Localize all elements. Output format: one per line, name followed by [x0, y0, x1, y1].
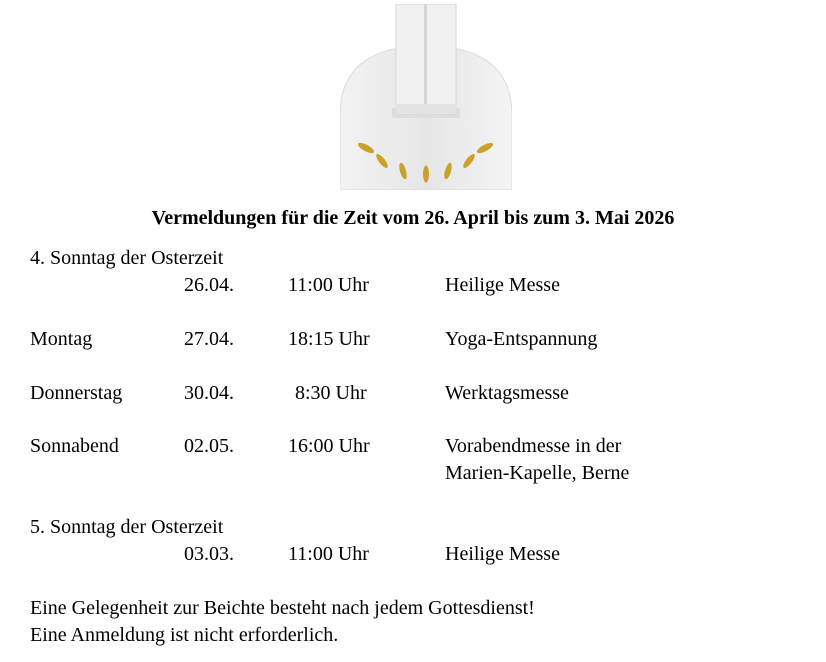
entry-date: 03.03. [184, 543, 234, 565]
entry-event: Yoga-Entspannung [445, 328, 598, 350]
entry-time: 16:00 Uhr [288, 435, 370, 457]
entry-event: Werktagsmesse [445, 382, 569, 404]
church-candle-logo [340, 4, 512, 190]
entry-time: 18:15 Uhr [288, 328, 370, 350]
entry-time: 11:00 Uhr [288, 543, 369, 565]
entry-date: 30.04. [184, 382, 234, 404]
entry-day: Donnerstag [30, 382, 123, 404]
entry-heading: 5. Sonntag der Osterzeit [30, 516, 224, 538]
entry-event: Heilige Messe [445, 543, 560, 565]
entry-day: Sonnabend [30, 435, 119, 457]
entry-event: Heilige Messe [445, 274, 560, 296]
entry-heading: 4. Sonntag der Osterzeit [30, 247, 224, 269]
entry-event-line2: Marien-Kapelle, Berne [445, 462, 630, 484]
entry-date: 26.04. [184, 274, 234, 296]
entry-date: 02.05. [184, 435, 234, 457]
page-title: Vermeldungen für die Zeit vom 26. April bis zum 3. Mai 2026 [151, 207, 675, 229]
entry-date: 27.04. [184, 328, 234, 350]
footer-note: Eine Anmeldung ist nicht erforderlich. [30, 624, 339, 646]
entry-day: Montag [30, 328, 93, 350]
entry-time: 8:30 Uhr [295, 382, 367, 404]
entry-time: 11:00 Uhr [288, 274, 369, 296]
entry-event: Vorabendmesse in der [445, 435, 622, 457]
footer-note: Eine Gelegenheit zur Beichte besteht nach jedem Gottesdienst! [30, 597, 535, 619]
